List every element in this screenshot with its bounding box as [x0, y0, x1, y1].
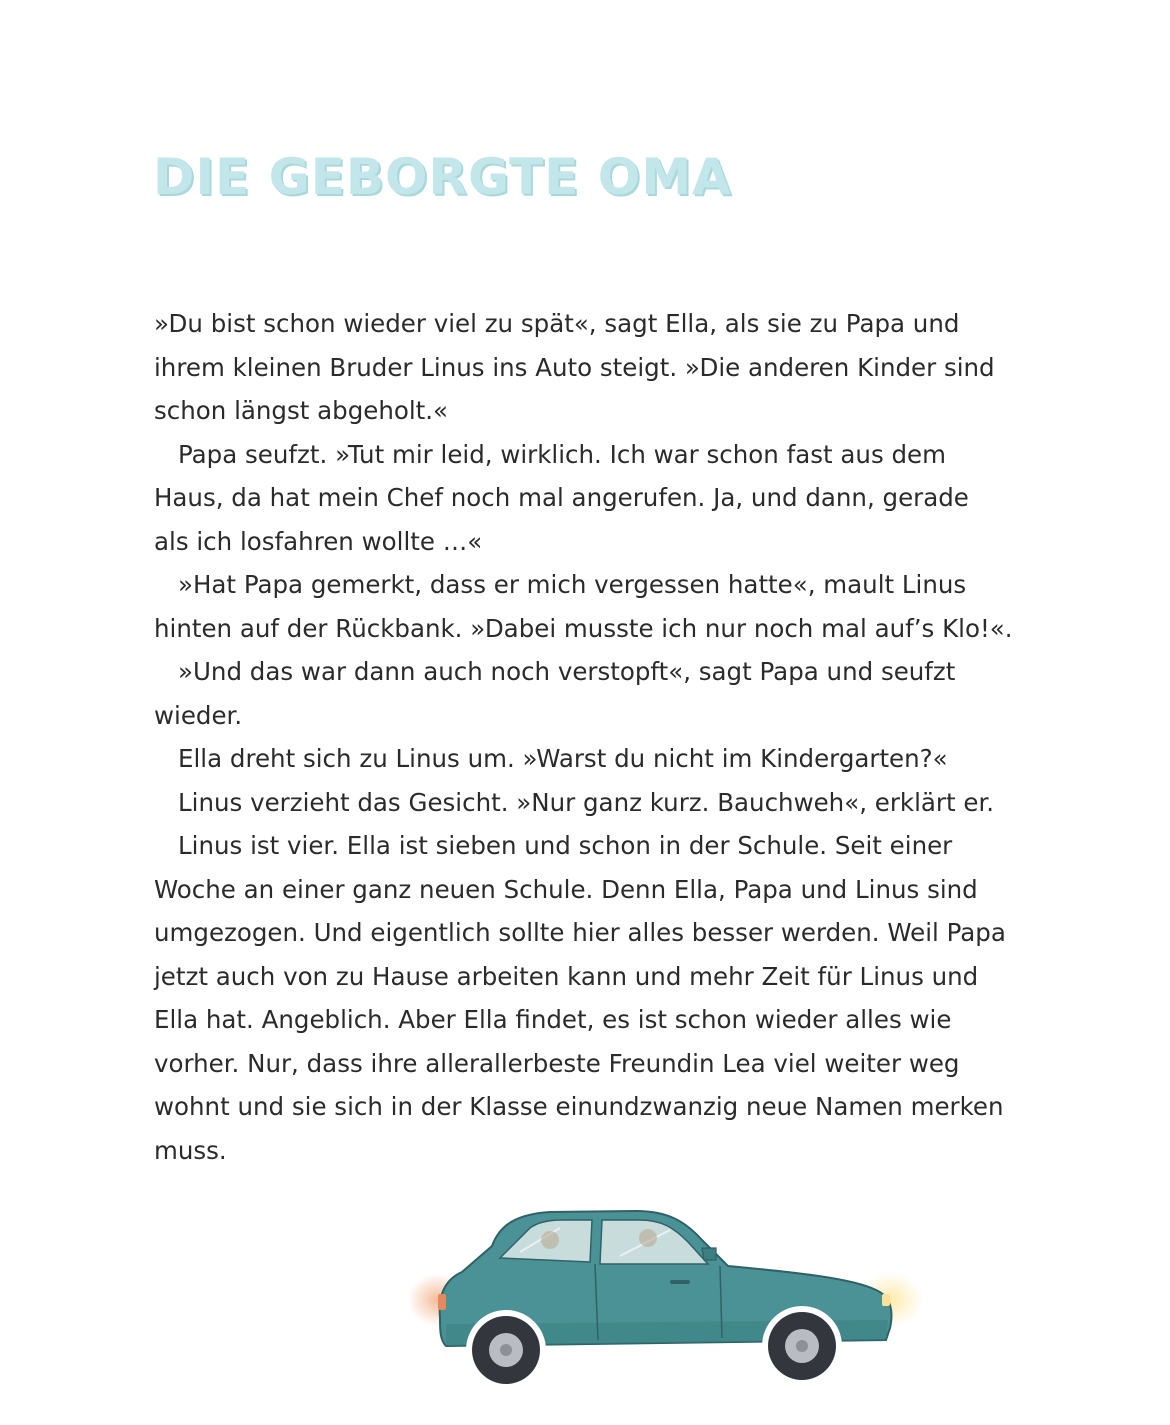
- story-line: vorher. Nur, dass ihre allerallerbeste Freundin Lea viel weiter weg: [154, 1048, 960, 1078]
- story-line: schon längst abgeholt.«: [154, 396, 449, 425]
- teal-car-icon: [200, 1200, 960, 1400]
- rear-wheel: [466, 1310, 546, 1390]
- story-line: »Und das war dann auch noch verstopft«, sagt Papa und seufzt: [178, 657, 956, 686]
- story-line: hinten auf der Rückbank. »Dabei musste ich nur noch mal auf’s Klo!«.: [154, 613, 1013, 643]
- story-line: Linus verzieht das Gesicht. »Nur ganz kurz. Bauchweh«, erklärt er.: [178, 787, 995, 817]
- story-line: Haus, da hat mein Chef noch mal angerufen. Ja, und dann, gerade: [154, 483, 969, 512]
- story-line: Woche an einer ganz neuen Schule. Denn Ella, Papa und Linus sind: [154, 874, 978, 904]
- front-wheel: [762, 1306, 842, 1386]
- story-line: umgezogen. Und eigentlich sollte hier alles besser werden. Weil Papa: [154, 918, 1006, 947]
- story-line: muss.: [154, 1135, 227, 1165]
- story-line: als ich losfahren wollte …«: [154, 526, 483, 556]
- chapter-title: DIE GEBORGTE OMA: [153, 148, 732, 206]
- story-line: ihrem kleinen Bruder Linus ins Auto steigt. »Die anderen Kinder sind: [154, 352, 995, 382]
- story-line: Linus ist vier. Ella ist sieben und schon in der Schule. Seit einer: [178, 831, 953, 860]
- story-line: Papa seufzt. »Tut mir leid, wirklich. Ich war schon fast aus dem: [178, 439, 946, 469]
- story-text: [154, 302, 1014, 1172]
- story-line: »Du bist schon wieder viel zu spät«, sagt Ella, als sie zu Papa und: [154, 309, 960, 338]
- story-line: jetzt auch von zu Hause arbeiten kann und mehr Zeit für Linus und: [154, 961, 979, 991]
- story-line: wieder.: [154, 700, 243, 730]
- story-line: Ella hat. Angeblich. Aber Ella findet, es ist schon wieder alles wie: [154, 1005, 952, 1034]
- story-line: Ella dreht sich zu Linus um. »Warst du nicht im Kindergarten?«: [178, 744, 948, 773]
- story-line: »Hat Papa gemerkt, dass er mich vergessen hatte«, mault Linus: [178, 570, 967, 599]
- story-line: wohnt und sie sich in der Klasse einundzwanzig neue Namen merken: [154, 1092, 1004, 1121]
